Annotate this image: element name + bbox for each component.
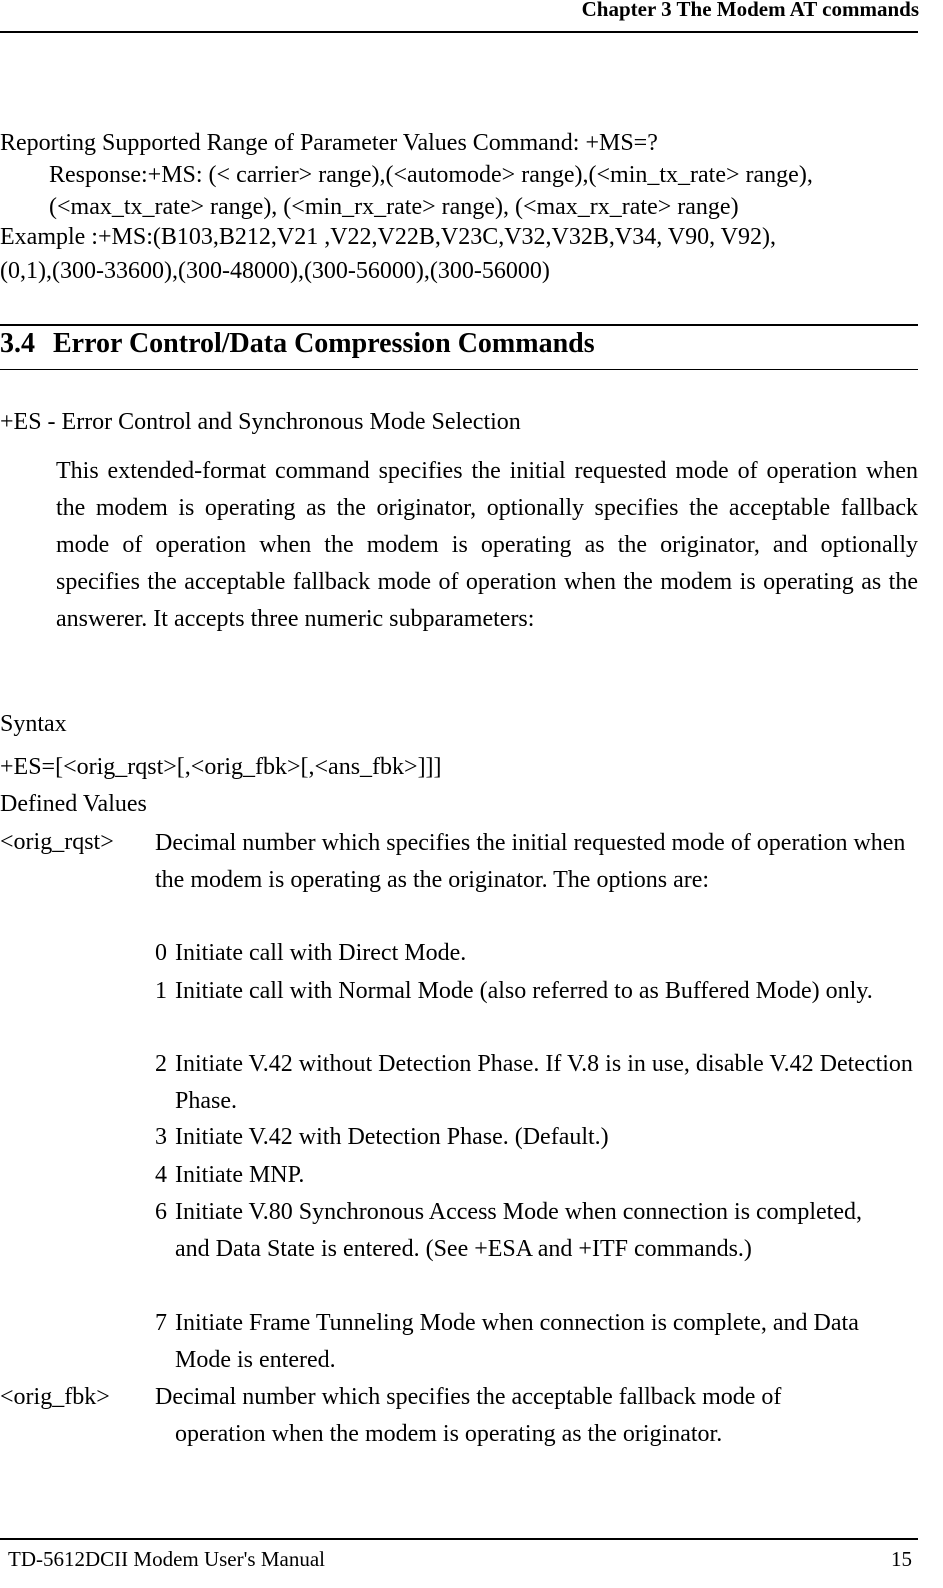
footer-manual-title: TD-5612DCII Modem User's Manual (8, 1547, 325, 1571)
option-number: 2 (155, 1051, 167, 1077)
section-title: Error Control/Data Compression Commands (53, 328, 595, 359)
section-number: 3.4 (0, 328, 35, 359)
option-number: 4 (155, 1162, 167, 1188)
ms-response-line2: (<max_tx_rate> range), (<min_rx_rate> range), (<max_rx_rate> range) (49, 194, 739, 220)
syntax-value: +ES=[<orig_rqst>[,<orig_fbk>[,<ans_fbk>]]] (0, 754, 442, 780)
defined-values-label: Defined Values (0, 791, 147, 817)
option-text: Initiate call with Normal Mode (also referred to as Buffered Mode) only. (175, 978, 873, 1004)
orig-fbk-desc-line2: operation when the modem is operating as the originator. (175, 1421, 723, 1447)
ms-example-line1: Example :+MS:(B103,B212,V21 ,V22,V22B,V23C,V32,V32B,V34, V90, V92), (0, 224, 777, 250)
option-text: Initiate V.80 Synchronous Access Mode when connection is completed, and Data State is entered. (See +ESA and +ITF commands.) (175, 1199, 862, 1262)
orig-fbk-term: <orig_fbk> (0, 1384, 110, 1410)
orig-fbk-desc-line1: Decimal number which specifies the acceptable fallback mode of (155, 1384, 782, 1410)
section-rule-bottom (0, 369, 918, 370)
es-title: +ES - Error Control and Synchronous Mode Selection (0, 409, 521, 435)
section-rule-top (0, 324, 918, 326)
footer-rule (0, 1538, 918, 1540)
chapter-header: Chapter 3 The Modem AT commands (581, 0, 919, 21)
option-number: 6 (155, 1199, 167, 1225)
ms-query-title: Reporting Supported Range of Parameter Values Command: +MS=? (0, 130, 658, 156)
ms-response-line1: Response:+MS: (< carrier> range),(<automode> range),(<min_tx_rate> range), (49, 162, 813, 188)
option-text: Initiate V.42 with Detection Phase. (Default.) (175, 1124, 609, 1150)
orig-rqst-description: Decimal number which specifies the initial requested mode of operation when the modem is operating as the originator. The options are: (155, 830, 906, 893)
es-description: This extended-format command specifies the initial requested mode of operation when the modem is operating as the originator, optionally specifies the acceptable fallback mode of operation when the modem is operating as the originator, and optionally specifies the acceptable fallback mode of operation when the modem is operating as the answerer. It accepts three numeric subparameters: (56, 458, 918, 632)
option-number: 0 (155, 940, 167, 966)
ms-example-line2: (0,1),(300-33600),(300-48000),(300-56000),(300-56000) (0, 258, 550, 284)
section-heading (0, 328, 595, 360)
option-text: Initiate call with Direct Mode. (175, 940, 467, 966)
orig-rqst-term: <orig_rqst> (0, 829, 114, 855)
option-text: Initiate V.42 without Detection Phase. If V.8 is in use, disable V.42 Detection Phase. (175, 1051, 913, 1114)
option-text: Initiate Frame Tunneling Mode when connection is complete, and Data Mode is entered. (175, 1310, 859, 1373)
syntax-label: Syntax (0, 711, 67, 737)
header-rule (0, 31, 918, 33)
option-text: Initiate MNP. (175, 1162, 305, 1188)
page-number: 15 (891, 1547, 912, 1571)
option-number: 7 (155, 1310, 167, 1336)
option-number: 3 (155, 1124, 167, 1150)
option-number: 1 (155, 978, 167, 1004)
